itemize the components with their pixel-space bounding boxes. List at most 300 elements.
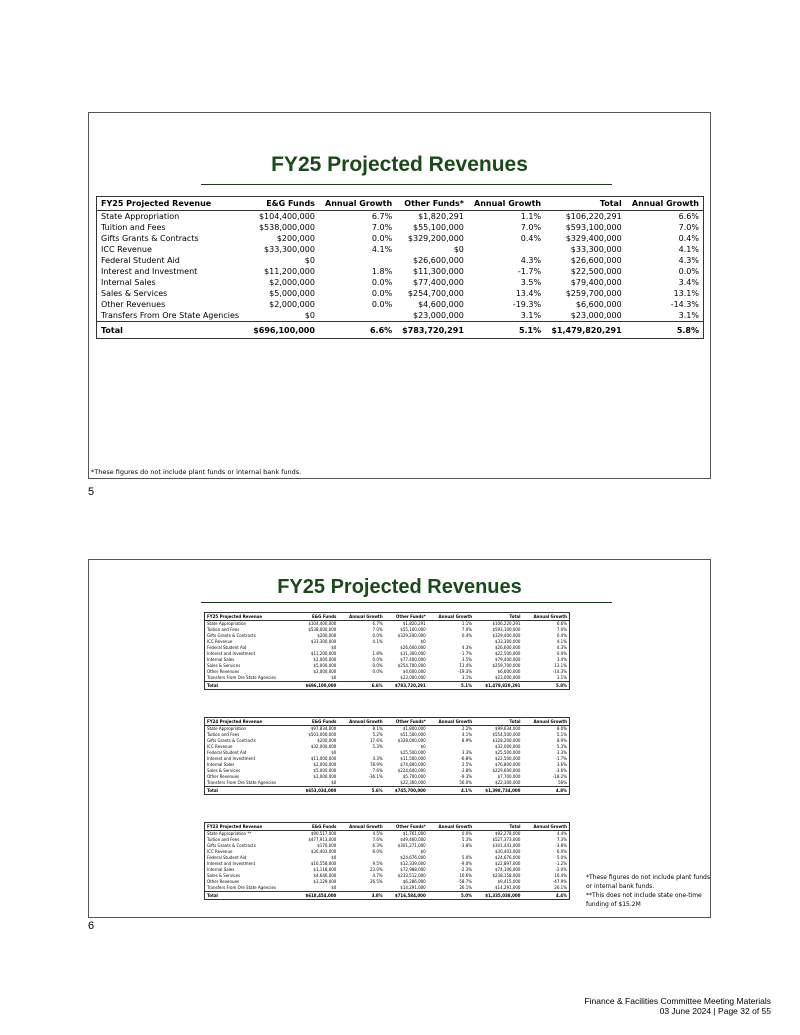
table-cell: -6.8% — [460, 756, 473, 761]
table-cell: $2,000,000 — [269, 278, 315, 287]
table-cell: $477,913,000 — [308, 837, 337, 842]
column-header: FY24 Projected Revenue — [205, 718, 296, 726]
column-header: Total — [474, 613, 522, 621]
table-cell: 6.0% — [372, 849, 383, 854]
table-cell: 4.1% — [428, 787, 474, 795]
table-cell: -58.7% — [457, 879, 473, 884]
table-cell: $104,400,000 — [258, 212, 315, 221]
table-cell: -14.3% — [670, 300, 699, 309]
table-cell: -1.2% — [555, 861, 567, 866]
table-cell: $32,000,000 — [310, 744, 337, 749]
total-row — [205, 682, 570, 690]
table-cell: 7.0% — [461, 627, 473, 632]
table-cell: $554,500,000 — [492, 732, 521, 737]
table-cell: $23,000,000 — [570, 311, 622, 320]
table-cell: -19.3% — [512, 300, 542, 309]
table-cell: State Appropriation ** — [207, 831, 252, 836]
table-cell: Interest and Investment — [207, 861, 256, 866]
table-cell: $170,000 — [317, 843, 337, 848]
table-cell: 3.3% — [556, 750, 567, 755]
table-cell: $22,500,000 — [495, 756, 521, 761]
table-cell: Federal Student Aid — [207, 645, 247, 650]
column-header: Annual Growth — [428, 718, 474, 726]
table-cell: $97,834,000 — [310, 726, 337, 731]
column-header: Other Funds* — [396, 197, 468, 211]
table-cell: $55,100,000 — [400, 627, 426, 632]
table-cell: $1,761,000 — [402, 831, 426, 836]
table-cell: -3.8% — [460, 843, 473, 848]
table-cell: $0 — [331, 885, 337, 890]
table-row — [97, 255, 704, 266]
table-cell: Transfers From Ore State Agencies — [207, 780, 277, 785]
slide-2 — [88, 559, 711, 918]
table-cell: 0.0% — [371, 289, 393, 298]
table-cell: 5.0% — [556, 855, 567, 860]
table-cell: 5.8% — [522, 682, 569, 690]
table-cell: $538,000,000 — [308, 627, 337, 632]
table-row — [97, 310, 704, 322]
table-cell: $1,820,291 — [402, 621, 426, 626]
table-cell: $2,000,000 — [313, 669, 337, 674]
table-cell: $328,200,000 — [492, 738, 521, 743]
table-cell: 3.8% — [338, 892, 384, 900]
table-cell: $745,700,000 — [385, 787, 428, 795]
table-cell: -1.7% — [555, 756, 567, 761]
table-cell: 8.9% — [556, 738, 567, 743]
table-cell: 3.1% — [678, 311, 699, 320]
table-cell — [319, 255, 396, 266]
note-line: or internal bank funds. — [586, 883, 655, 890]
table-cell: Total — [97, 322, 248, 339]
table-cell: $74,800,000 — [400, 762, 426, 767]
table-cell: 7.0% — [678, 223, 699, 232]
table-cell: 8.1% — [372, 726, 383, 731]
table-cell: -14.3% — [552, 669, 567, 674]
table-cell: Interest and Investment — [207, 756, 256, 761]
table-cell: $32,000,000 — [495, 744, 521, 749]
table-cell: $2,000,000 — [269, 300, 315, 309]
table-cell: $26,600,000 — [570, 256, 622, 265]
table-cell: $6,286,000 — [402, 879, 426, 884]
revenue-table-fy24 — [204, 717, 570, 795]
table-cell: 7.3% — [556, 837, 567, 842]
table-cell: 5.1% — [468, 322, 545, 339]
table-cell: $11,300,000 — [400, 651, 426, 656]
table-row — [97, 211, 704, 223]
table-cell: $0 — [304, 256, 315, 265]
table-cell: $6,600,000 — [575, 300, 622, 309]
table-cell: -2.0% — [555, 867, 567, 872]
table-cell: $301,271,000 — [397, 843, 426, 848]
table-cell: State Appropriation — [207, 621, 247, 626]
table-cell: -3.8% — [555, 843, 567, 848]
table-cell: Tuition and Fees — [207, 732, 240, 737]
table-cell: 4.3% — [372, 756, 383, 761]
table-cell: $0 — [420, 849, 426, 854]
page-number: 6 — [88, 920, 95, 932]
table-row — [97, 222, 704, 233]
table-cell: -47.9% — [552, 879, 567, 884]
notes — [586, 873, 710, 909]
table-cell: 16.6% — [459, 873, 473, 878]
table-cell: $49,460,000 — [400, 837, 426, 842]
table-cell: $74,106,000 — [495, 867, 521, 872]
table-cell: Gifts Grants & Contracts — [101, 234, 199, 243]
table-cell: 0.0% — [678, 267, 699, 276]
table-cell: $329,400,000 — [565, 234, 622, 243]
table-cell: $22,500,000 — [570, 267, 622, 276]
table-cell: -1.7% — [460, 651, 473, 656]
table-cell: Transfers From Ore State Agencies — [101, 311, 240, 320]
table-cell: 7.0% — [372, 627, 383, 632]
table-cell: 6.3% — [372, 843, 383, 848]
table-cell: 4.1% — [556, 639, 567, 644]
table-cell: 0.0% — [372, 669, 383, 674]
table-cell: Gifts Grants & Contracts — [207, 633, 256, 638]
table-cell: $329,200,000 — [397, 633, 426, 638]
table-cell: $23,000,000 — [400, 675, 426, 680]
table-cell: 6.6% — [319, 322, 396, 339]
table-cell: $229,600,000 — [492, 768, 521, 773]
table-cell: 3.3% — [461, 750, 473, 755]
table-cell: $11,500,000 — [400, 756, 426, 761]
table-header-row — [97, 197, 704, 211]
table-cell: 5.6% — [338, 787, 384, 795]
column-header: Other Funds* — [385, 613, 428, 621]
table-cell: $0 — [304, 311, 315, 320]
revenue-table — [96, 196, 704, 339]
table-cell: Other Revenues — [207, 669, 240, 674]
table-cell — [319, 310, 396, 322]
table-cell: 0.0% — [372, 633, 383, 638]
table-cell: Federal Student Aid — [207, 750, 247, 755]
table-cell: 16.4% — [554, 873, 567, 878]
footer-line: Finance & Facilities Committee Meeting Materials — [584, 996, 771, 1006]
table-cell: Tuition and Fees — [101, 223, 166, 232]
table-cell: 56.0% — [459, 780, 473, 785]
table-cell: 0.0% — [461, 831, 473, 836]
table-cell: $200,000 — [276, 234, 315, 243]
table-cell: 1.8% — [371, 267, 393, 276]
table-cell: 0.0% — [372, 663, 383, 668]
table-cell: 4.4% — [556, 831, 567, 836]
table-cell: Gifts Grants & Contracts — [207, 738, 256, 743]
table-cell: 6.0% — [556, 849, 567, 854]
table-cell: $1,800,000 — [402, 726, 426, 731]
table-cell: 13.4% — [515, 289, 542, 298]
table-cell: Internal Sales — [207, 657, 235, 662]
table-cell: $23,000,000 — [412, 311, 464, 320]
table-cell: $716,584,000 — [385, 892, 428, 900]
table-cell: -9.3% — [460, 774, 473, 779]
table-cell: 6.6% — [556, 621, 567, 626]
column-header: E&G Funds — [295, 718, 338, 726]
table-cell: 2.5% — [461, 762, 473, 767]
table-cell: $30,403,000 — [310, 849, 337, 854]
table-cell: $538,000,000 — [258, 223, 315, 232]
column-header: Total — [474, 823, 522, 831]
table-cell: $0 — [331, 645, 337, 650]
slide-title: FY25 Projected Revenues — [277, 576, 522, 598]
table-cell: $25,500,000 — [400, 750, 426, 755]
note-line: funding of $15.2M — [586, 901, 641, 908]
table-cell: $3,129,000 — [313, 879, 337, 884]
table-cell: Tuition and Fees — [207, 837, 240, 842]
table-cell: 0.4% — [520, 234, 542, 243]
column-header: FY23 Projected Revenue — [205, 823, 296, 831]
table-cell: 0.4% — [556, 633, 567, 638]
table-cell: 13.1% — [673, 289, 699, 298]
total-row — [97, 322, 704, 339]
table-cell: 6.7% — [372, 621, 383, 626]
table-cell: 2.2% — [461, 726, 473, 731]
table-cell: Gifts Grants & Contracts — [207, 843, 256, 848]
column-header: FY25 Projected Revenue — [205, 613, 296, 621]
table-header-row — [205, 718, 570, 726]
table-cell: Interest and Investment — [101, 267, 198, 276]
table-cell: Other Revenues — [207, 879, 240, 884]
table-cell: $24,676,000 — [495, 855, 521, 860]
table-cell: 7.0% — [556, 627, 567, 632]
table-cell: $0 — [331, 780, 337, 785]
table-cell: $9,415,000 — [497, 879, 521, 884]
table-cell: $51,500,000 — [400, 732, 426, 737]
column-header: Annual Growth — [468, 197, 545, 211]
table-cell: $0 — [420, 744, 426, 749]
column-header: Total — [474, 718, 522, 726]
table-cell: $527,373,000 — [492, 837, 521, 842]
table-cell: $783,720,291 — [396, 322, 468, 339]
table-cell: Sales & Services — [207, 663, 241, 668]
slide-title: FY25 Projected Revenues — [271, 153, 528, 176]
footnote: *These figures do not include plant funds or internal bank funds. — [91, 468, 302, 476]
column-header: Annual Growth — [338, 718, 384, 726]
table-cell: 7.6% — [372, 837, 383, 842]
table-row — [97, 288, 704, 299]
table-cell: $238,158,000 — [492, 873, 521, 878]
table-cell: 56% — [558, 780, 567, 785]
table-cell: $55,100,000 — [412, 223, 464, 232]
table-cell: $254,700,000 — [407, 289, 464, 298]
column-header: Annual Growth — [319, 197, 396, 211]
table-cell: $4,600,000 — [418, 300, 464, 309]
table-cell: $12,339,000 — [400, 861, 426, 866]
table-cell: $2,000,000 — [313, 657, 337, 662]
table-cell: $1,398,734,000 — [474, 787, 522, 795]
table-cell: Other Revenues — [207, 774, 240, 779]
table-cell: $6,600,000 — [497, 669, 521, 674]
table-row — [97, 299, 704, 310]
table-cell: $254,700,000 — [397, 663, 426, 668]
table-cell: $696,100,000 — [247, 322, 319, 339]
table-cell: 4.3% — [678, 256, 699, 265]
column-header: FY25 Projected Revenue — [97, 197, 248, 211]
table-cell: 9.5% — [372, 861, 383, 866]
table-cell: 7.0% — [371, 223, 393, 232]
table-cell: $22,897,000 — [495, 861, 521, 866]
table-cell: $79,400,000 — [495, 657, 521, 662]
table-cell: 0.0% — [371, 234, 393, 243]
page-footer — [584, 996, 771, 1016]
table-cell: 3.1% — [461, 675, 473, 680]
table-cell: $33,300,000 — [310, 639, 337, 644]
table-cell: $259,700,000 — [565, 289, 622, 298]
table-cell: $2,000,000 — [313, 762, 337, 767]
table-cell: $783,720,291 — [385, 682, 428, 690]
table-cell: Total — [205, 787, 296, 795]
table-cell: Sales & Services — [207, 768, 241, 773]
table-cell: $26,600,000 — [400, 645, 426, 650]
table-cell: 4.3% — [556, 645, 567, 650]
table-cell: $0 — [420, 639, 426, 644]
table-cell: 4.1% — [371, 245, 393, 254]
table-cell: 5.1% — [556, 732, 567, 737]
table-cell: 6.6% — [338, 682, 384, 690]
table-row — [97, 233, 704, 244]
note-line: **This does not include state one-time — [586, 892, 702, 899]
table-cell: $104,400,000 — [308, 621, 337, 626]
table-cell: 7.6% — [372, 768, 383, 773]
table-cell: $1,479,820,291 — [545, 322, 626, 339]
column-header: Annual Growth — [428, 823, 474, 831]
table-cell: 0.4% — [678, 234, 699, 243]
table-cell: 0.0% — [371, 300, 393, 309]
table-cell: $106,220,291 — [492, 621, 521, 626]
table-cell: 5.8% — [626, 322, 704, 339]
table-cell: $0 — [453, 245, 464, 254]
table-cell: $22,300,000 — [400, 780, 426, 785]
table-cell: 5.0% — [428, 892, 474, 900]
table-cell: $5,000,000 — [313, 768, 337, 773]
column-header: Other Funds* — [385, 823, 428, 831]
table-cell: 5.3% — [372, 744, 383, 749]
table-cell: ICC Revenue — [207, 639, 233, 644]
column-header: E&G Funds — [247, 197, 319, 211]
table-cell: 5.3% — [461, 837, 473, 842]
table-cell: 0.0% — [556, 651, 567, 656]
table-cell: $99,634,000 — [495, 726, 521, 731]
column-header: Annual Growth — [428, 613, 474, 621]
table-cell: 4.7% — [372, 873, 383, 878]
table-cell: $329,400,000 — [492, 633, 521, 638]
table-cell: 5.1% — [428, 682, 474, 690]
table-cell: $14,291,000 — [495, 885, 521, 890]
table-cell: $72,988,000 — [400, 867, 426, 872]
footer-line: 03 June 2024 | Page 32 of 55 — [659, 1006, 771, 1016]
table-cell: $7,700,000 — [497, 774, 521, 779]
column-header: E&G Funds — [295, 823, 338, 831]
table-cell: $5,000,000 — [269, 289, 315, 298]
revenue-table-fy25 — [204, 612, 570, 690]
revenue-table-fy23 — [204, 822, 570, 900]
table-cell: -18.2% — [552, 774, 567, 779]
table-cell: 3.6% — [556, 762, 567, 767]
table-cell: Sales & Services — [207, 873, 241, 878]
table-cell: $200,000 — [317, 633, 337, 638]
table-cell: $33,300,000 — [570, 245, 622, 254]
table-cell: 13.1% — [554, 663, 567, 668]
title-underline — [201, 184, 612, 185]
table-row — [97, 244, 704, 255]
table-cell: 4.5% — [372, 831, 383, 836]
table-cell: 13.4% — [459, 663, 473, 668]
table-cell: 23.0% — [369, 867, 383, 872]
table-cell: State Appropriation — [207, 726, 247, 731]
title-underline — [201, 602, 612, 603]
table-cell: Tuition and Fees — [207, 627, 240, 632]
table-cell: $10,558,000 — [310, 861, 337, 866]
column-header: Annual Growth — [338, 823, 384, 831]
table-cell: $11,200,000 — [310, 651, 337, 656]
table-cell: 4.8% — [522, 787, 569, 795]
table-row — [97, 277, 704, 288]
table-cell: $22,500,000 — [495, 651, 521, 656]
table-cell: $259,700,000 — [492, 663, 521, 668]
table-cell: -3.8% — [460, 768, 473, 773]
table-cell: 4.1% — [461, 732, 473, 737]
column-header: Annual Growth — [626, 197, 704, 211]
column-header: E&G Funds — [295, 613, 338, 621]
table-cell: $24,676,000 — [400, 855, 426, 860]
table-cell: 6.6% — [678, 212, 699, 221]
table-cell: $0 — [331, 750, 337, 755]
table-cell: 5.0% — [461, 855, 473, 860]
table-cell: -1.7% — [517, 267, 542, 276]
table-cell: $23,000,000 — [495, 675, 521, 680]
table-cell: 3.4% — [556, 657, 567, 662]
table-cell: 0.4% — [461, 633, 473, 638]
table-cell: 26.1% — [459, 885, 473, 890]
table-cell: -2.3% — [460, 867, 473, 872]
table-cell: $106,220,291 — [565, 212, 622, 221]
column-header: Annual Growth — [522, 613, 569, 621]
table-cell: Total — [205, 682, 296, 690]
table-cell: $33,300,000 — [264, 245, 315, 254]
table-cell: $224,600,000 — [397, 768, 426, 773]
table-cell: $14,291,000 — [400, 885, 426, 890]
table-cell: $92,278,000 — [495, 831, 521, 836]
table-cell: 3.1% — [520, 311, 542, 320]
table-cell: 0.0% — [371, 278, 393, 287]
table-cell: $79,400,000 — [570, 278, 622, 287]
table-cell: 5.2% — [372, 732, 383, 737]
table-cell: 8.0% — [556, 726, 567, 731]
table-cell: Federal Student Aid — [101, 256, 180, 265]
table-cell: $301,441,000 — [492, 843, 521, 848]
table-cell: $328,000,000 — [397, 738, 426, 743]
table-cell: $1,335,038,000 — [474, 892, 522, 900]
table-cell: $2,000,000 — [313, 774, 337, 779]
table-cell: Total — [205, 892, 296, 900]
table-cell: 4.3% — [520, 256, 542, 265]
table-cell: $30,403,000 — [495, 849, 521, 854]
table-cell: 7.0% — [520, 223, 542, 232]
table-cell: $0 — [331, 855, 337, 860]
table-header-row — [205, 823, 570, 831]
table-cell: ICC Revenue — [207, 744, 233, 749]
table-cell: $696,100,000 — [295, 682, 338, 690]
page-number: 5 — [88, 486, 95, 498]
table-cell: $4,600,000 — [402, 669, 426, 674]
table-cell: ICC Revenue — [207, 849, 233, 854]
table-cell: 78.9% — [369, 762, 383, 767]
column-header: Other Funds* — [385, 718, 428, 726]
table-cell: $5,700,000 — [402, 774, 426, 779]
table-cell: $5,000,000 — [313, 663, 337, 668]
table-cell: $11,200,000 — [264, 267, 315, 276]
table-cell: $77,400,000 — [412, 278, 464, 287]
table-cell: $1,118,000 — [313, 867, 337, 872]
